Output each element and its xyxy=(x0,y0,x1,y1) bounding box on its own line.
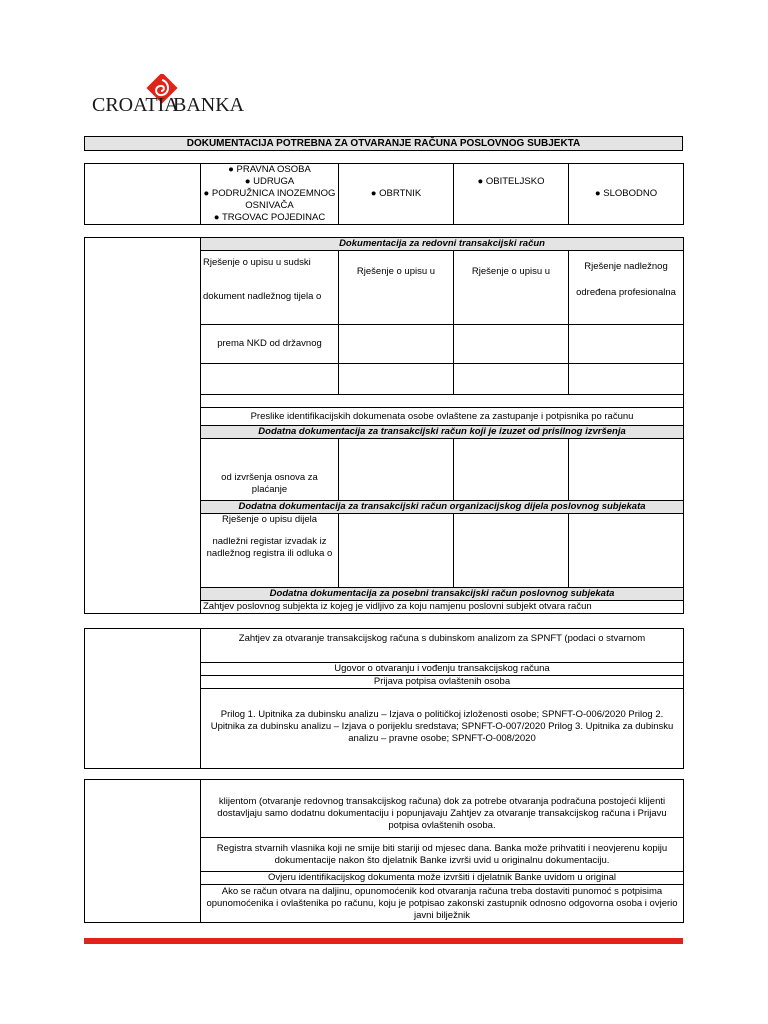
empty-cell xyxy=(569,514,684,588)
doc-cell-org xyxy=(201,514,339,588)
doc-text: Zahtjev za otvaranje transakcijskog računa s dubinskom analizom za SPNFT (podaci o stvarnom xyxy=(238,633,646,644)
signatures-row: Prijava potpisa ovlaštenih osoba xyxy=(201,676,684,689)
documentation-table xyxy=(84,237,684,614)
header-regular-account: Dokumentacija za redovni transakcijski račun xyxy=(201,238,684,251)
header-special-account: Dodatna dokumentacija za posebni transakcijski račun poslovnog subjekata xyxy=(201,588,684,601)
doc-text: Rješenje o upisu u xyxy=(356,266,436,277)
type-legal-entities xyxy=(201,164,339,225)
empty-cell xyxy=(454,364,569,395)
doc-text: Rješenje nadležnog xyxy=(584,261,668,272)
type-craftsman: ● OBRTNIK xyxy=(339,164,454,225)
doc-text: nadležni registar izvadak iz nadležnog registra ili odluka o xyxy=(206,536,333,559)
page-title xyxy=(84,136,683,151)
type-item: ● UDRUGA xyxy=(244,176,295,187)
empty-cell xyxy=(339,364,454,395)
client-types-table xyxy=(84,163,684,225)
empty-cell xyxy=(569,325,684,364)
forms-table xyxy=(84,628,684,769)
logo-text-right: BANKA xyxy=(173,94,245,116)
section1-label-cell xyxy=(85,238,201,614)
type-family xyxy=(454,164,569,225)
bank-logo xyxy=(92,74,245,118)
type-item: ● PODRUŽNICA INOZEMNOG OSNIVAČA xyxy=(203,188,336,211)
id-documents-row: Preslike identifikacijskih dokumenata osobe ovlaštene za zastupanje i potpisnika po računu xyxy=(201,408,684,426)
empty-cell xyxy=(339,439,454,501)
empty-cell xyxy=(339,325,454,364)
doc-cell-nkd: prema NKD od državnog xyxy=(201,325,339,364)
doc-cell-freelance xyxy=(569,251,684,325)
notes-table xyxy=(84,779,684,923)
type-freelance: ● SLOBODNO xyxy=(569,164,684,225)
doc-text: od izvršenja osnova za plaćanje xyxy=(221,471,318,495)
empty-cell xyxy=(201,364,339,395)
page-title-text: DOKUMENTACIJA POTREBNA ZA OTVARANJE RAČUNA POSLOVNOG SUBJEKTA xyxy=(186,138,581,149)
doc-text: Rješenje o upisu dijela xyxy=(221,514,318,525)
type-item: ● PRAVNA OSOBA xyxy=(228,164,311,175)
spacer-row xyxy=(201,395,684,408)
empty-cell xyxy=(569,439,684,501)
note-id-verification: Ovjeru identifikacijskog dokumenta može izvršiti i djelatnik Banke uvidom u original xyxy=(201,872,684,885)
note-remote-opening: Ako se račun otvara na daljinu, opunomoćenik kod otvaranja računa treba dostaviti punomoć s potpisima opunomoćenika i ovlaštenika po računu, koju je potpisao zakonski zastupnik odnosno odgovorna osoba i ovjerio javni bilježnik xyxy=(201,885,684,923)
empty-cell xyxy=(454,325,569,364)
logo-text-left: CROATIA xyxy=(92,94,179,116)
doc-cell-legal xyxy=(201,251,339,325)
type-family-text: ● OBITELJSKO xyxy=(477,176,545,187)
type-item: ● TRGOVAC POJEDINAC xyxy=(213,212,326,223)
empty-cell xyxy=(339,514,454,588)
special-request-row: Zahtjev poslovnog subjekta iz kojeg je vidljivo za koju namjenu poslovni subjekt otvara račun xyxy=(201,601,684,614)
doc-text: Prilog 1. Upitnika za dubinsku analizu – Izjava o političkoj izloženosti osobe; SPNFT-O-006/2020 Prilog 2. Upitnika za dubinsku analizu – Izjava o porijeklu sredstava; SPNFT-O-007/2020 Prilog 3. Upitnika za dubinsku analizu – pravne osobe; SPNFT-O-008/2020 xyxy=(210,709,674,744)
doc-text: klijentom (otvaranje redovnog transakcijskog računa) dok za potrebe otvaranja podračuna postojeći klijenti dostavljaju samo dodatnu dokumentaciju i popunjavaju Zahtjev za otvaranje transakcijskog računa i Prijavu potpisa ovlaštenih osoba. xyxy=(217,796,667,831)
attachments-row xyxy=(201,689,684,769)
doc-cell-exempt xyxy=(201,439,339,501)
section2-label-cell xyxy=(85,629,201,769)
header-org-account: Dodatna dokumentacija za transakcijski račun organizacijskog dijela poslovnog subjekata xyxy=(201,501,684,514)
doc-text: Rješenje o upisu u sudski xyxy=(203,257,311,268)
spnft-request-row xyxy=(201,629,684,663)
section3-label-cell xyxy=(85,780,201,923)
note-existing-clients xyxy=(201,780,684,838)
empty-cell xyxy=(454,514,569,588)
doc-cell-family xyxy=(454,251,569,325)
empty-cell xyxy=(454,439,569,501)
empty-cell xyxy=(569,364,684,395)
doc-cell-craftsman xyxy=(339,251,454,325)
types-label-cell xyxy=(85,164,201,225)
doc-text: Rješenje o upisu u xyxy=(471,266,551,277)
header-exempt-account: Dodatna dokumentacija za transakcijski račun koji je izuzet od prisilnog izvršenja xyxy=(201,426,684,439)
doc-text: dokument nadležnog tijela o xyxy=(203,291,322,302)
doc-text: određena profesionalna xyxy=(576,287,676,298)
contract-row: Ugovor o otvaranju i vođenju transakcijskog računa xyxy=(201,663,684,676)
note-owner-registry: Registra stvarnih vlasnika koji ne smije biti stariji od mjesec dana. Banka može prihvatiti i neovjerenu kopiju dokumentacije nakon što djelatnik Banke izvrši uvid u originalnu dokumentaciju. xyxy=(201,838,684,872)
footer-red-bar xyxy=(84,938,683,944)
